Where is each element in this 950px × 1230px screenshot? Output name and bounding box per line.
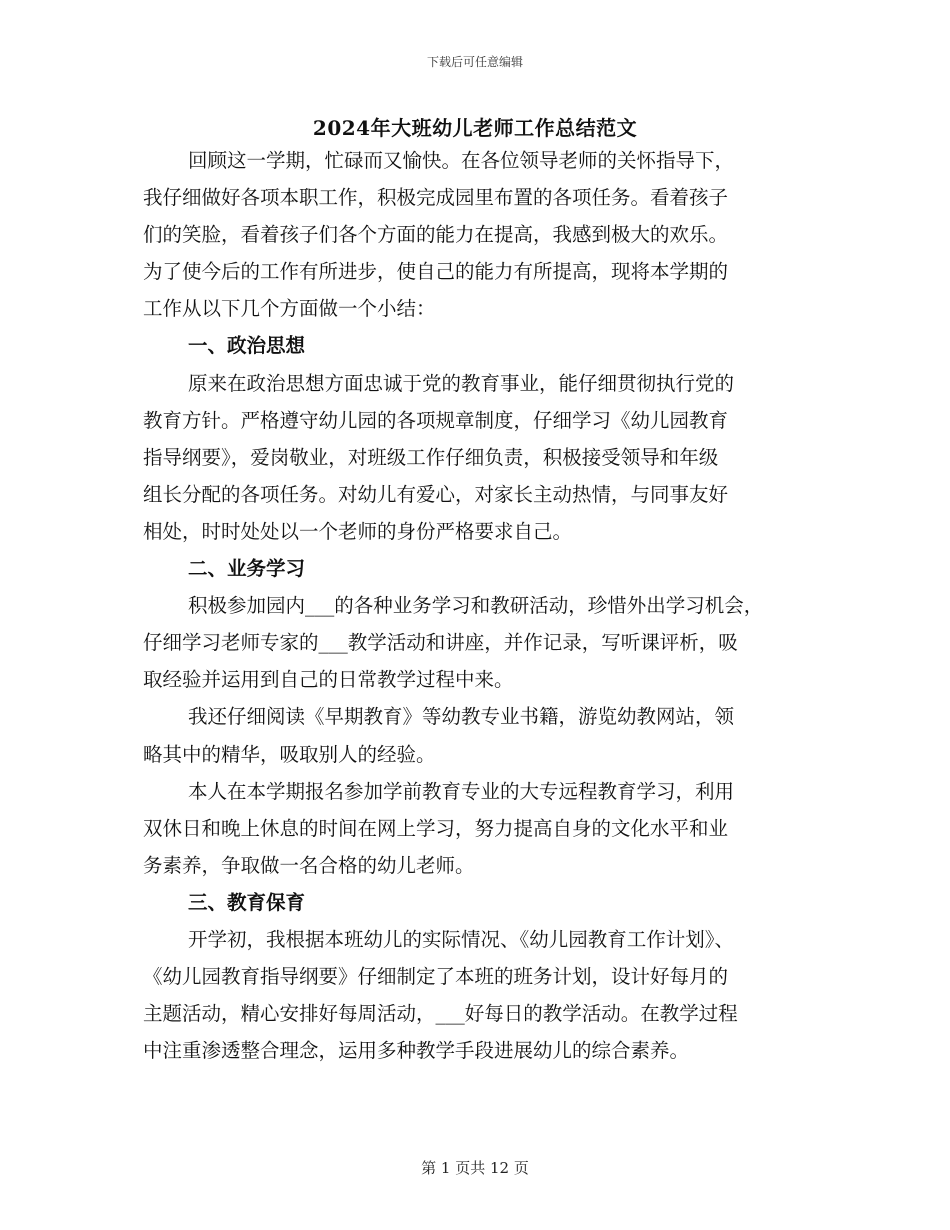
paragraph-line: 我仔细做好各项本职工作，积极完成园里布置的各项任务。看着孩子: [143, 186, 729, 210]
paragraph-line: 中注重渗透整合理念，运用多种教学手段进展幼儿的综合素养。: [143, 1039, 690, 1063]
paragraph-line: 积极参加园内___的各种业务学习和教研活动，珍惜外出学习机会，: [188, 594, 764, 618]
paragraph-line: 组长分配的各项任务。对幼儿有爱心，对家长主动热情，与同事友好: [143, 482, 729, 506]
paragraph-line: 仔细学习老师专家的___教学活动和讲座，并作记录，写听课评析，吸: [143, 631, 738, 655]
paragraph-line: 相处，时时处处以一个老师的身份严格要求自己。: [143, 519, 573, 543]
paragraph-line: 工作从以下几个方面做一个小结：: [143, 297, 436, 321]
paragraph-line: 《幼儿园教育指导纲要》仔细制定了本班的班务计划，设计好每月的: [143, 965, 729, 989]
page-header: 下载后可任意编辑: [426, 55, 523, 69]
paragraph-line: 主题活动，精心安排好每周活动，___好每日的教学活动。在教学过程: [143, 1002, 738, 1026]
section-heading: 一、政治思想: [188, 334, 306, 358]
paragraph-line: 们的笑脸，看着孩子们各个方面的能力在提高，我感到极大的欢乐。: [143, 223, 729, 247]
paragraph-line: 为了使今后的工作有所进步，使自己的能力有所提高，现将本学期的: [143, 260, 729, 284]
section-heading: 三、教育保育: [188, 890, 306, 914]
section-heading: 二、业务学习: [188, 557, 306, 581]
paragraph-line: 略其中的精华，吸取别人的经验。: [143, 742, 436, 766]
paragraph-line: 务素养，争取做一名合格的幼儿老师。: [143, 853, 475, 877]
paragraph-line: 指导纲要》，爱岗敬业，对班级工作仔细负责，积极接受领导和年级: [143, 445, 719, 469]
paragraph-line: 我还仔细阅读《早期教育》等幼教专业书籍，游览幼教网站，领: [188, 705, 735, 729]
page-footer: 第 1 页共 12 页: [421, 1159, 529, 1177]
paragraph-line: 教育方针。严格遵守幼儿园的各项规章制度，仔细学习《幼儿园教育: [143, 408, 729, 432]
paragraph-line: 原来在政治思想方面忠诚于党的教育事业，能仔细贯彻执行党的: [188, 371, 735, 395]
document-body: [143, 142, 811, 1069]
paragraph-line: 回顾这一学期，忙碌而又愉快。在各位领导老师的关怀指导下，: [188, 149, 735, 172]
document-title: 2024年大班幼儿老师工作总结范文: [312, 116, 638, 140]
paragraph-line: 双休日和晚上休息的时间在网上学习，努力提高自身的文化水平和业: [143, 816, 729, 840]
paragraph-line: 本人在本学期报名参加学前教育专业的大专远程教育学习，利用: [188, 779, 735, 803]
paragraph-line: 开学初，我根据本班幼儿的实际情况、《幼儿园教育工作计划》、: [188, 927, 735, 951]
paragraph-line: 取经验并运用到自己的日常教学过程中来。: [143, 668, 514, 692]
